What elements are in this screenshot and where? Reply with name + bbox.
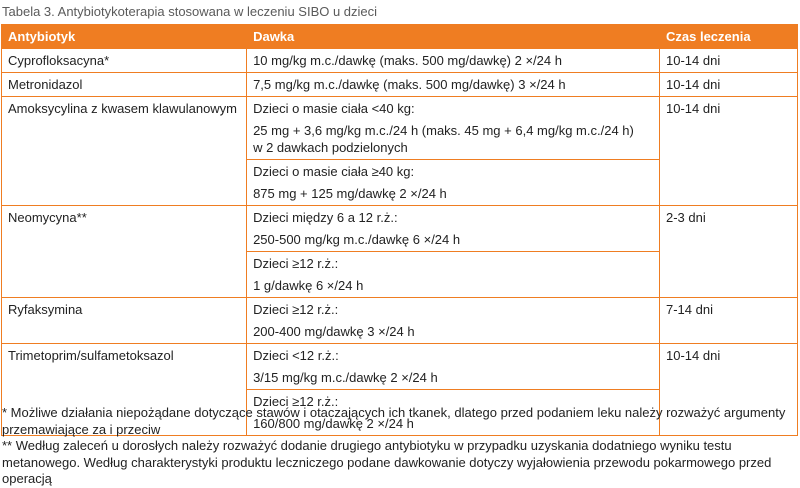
dose-cell: 7,5 mg/kg m.c./dawkę (maks. 500 mg/dawkę) 3 ×/24 h <box>247 73 660 97</box>
dose-text: 875 mg + 125 mg/dawkę 2 ×/24 h <box>253 186 447 201</box>
antibiotic-table <box>1 24 798 436</box>
dose-text: w 2 dawkach podzielonych <box>253 140 408 155</box>
footnote-2: ** Według zaleceń u dorosłych należy rozważyć dodanie drugiego antybiotyku w przypadku uzyskania dodatniego wyniku testu metanowego. Według charakterystyki produktu leczniczego podane dawkowanie dotyczy wyjałowienia przewodu pokarmowego przed operacją <box>2 438 772 486</box>
antibiotic-cell: Trimetoprim/sulfametoksazol <box>2 344 247 436</box>
table-row <box>2 97 798 160</box>
table-header-row <box>2 25 798 49</box>
table-caption: Tabela 3. Antybiotykoterapia stosowana w leczeniu SIBO u dzieci <box>2 4 378 19</box>
dose-group-label: Dzieci ≥12 r.ż.: <box>253 302 339 317</box>
dose-cell <box>247 298 660 344</box>
dose-cell <box>247 160 660 206</box>
antibiotic-cell: Ryfaksymina <box>2 298 247 344</box>
dose-group-label: Dzieci <12 r.ż.: <box>253 348 339 363</box>
dose-text: 250-500 mg/kg m.c./dawkę 6 ×/24 h <box>253 232 461 247</box>
dose-text: 25 mg + 3,6 mg/kg m.c./24 h (maks. 45 mg + 6,4 mg/kg m.c./24 h) <box>253 123 634 138</box>
duration-cell: 2-3 dni <box>660 206 798 298</box>
duration-cell: 10-14 dni <box>660 49 798 73</box>
dose-cell <box>247 206 660 252</box>
antibiotic-cell: Neomycyna** <box>2 206 247 298</box>
dose-text: 160/800 mg/dawkę 2 ×/24 h <box>253 416 414 431</box>
dose-group-label: Dzieci między 6 a 12 r.ż.: <box>253 210 398 225</box>
table-row <box>2 298 798 344</box>
duration-cell: 10-14 dni <box>660 97 798 206</box>
footnotes <box>2 405 798 488</box>
table-row <box>2 344 798 390</box>
dose-text: 1 g/dawkę 6 ×/24 h <box>253 278 364 293</box>
header-antibiotic: Antybiotyk <box>2 25 247 49</box>
dose-cell <box>247 344 660 390</box>
header-duration: Czas leczenia <box>660 25 798 49</box>
antibiotic-cell: Cyprofloksacyna* <box>2 49 247 73</box>
dose-group-label: Dzieci o masie ciała ≥40 kg: <box>253 164 415 179</box>
dose-group-label: Dzieci ≥12 r.ż.: <box>253 394 339 409</box>
dose-cell: 10 mg/kg m.c./dawkę (maks. 500 mg/dawkę) 2 ×/24 h <box>247 49 660 73</box>
table-row <box>2 49 798 73</box>
dose-text: 200-400 mg/dawkę 3 ×/24 h <box>253 324 415 339</box>
dose-text: 3/15 mg/kg m.c./dawkę 2 ×/24 h <box>253 370 438 385</box>
footnote-1: * Możliwe działania niepożądane dotyczące stawów i otaczających ich tkanek, dlatego przed podaniem leku należy rozważyć argumenty przemawiające za i przeciw <box>2 405 786 437</box>
dose-cell <box>247 97 660 160</box>
antibiotic-cell: Metronidazol <box>2 73 247 97</box>
duration-cell: 7-14 dni <box>660 298 798 344</box>
duration-cell: 10-14 dni <box>660 344 798 436</box>
table-row <box>2 206 798 252</box>
dose-cell <box>247 252 660 298</box>
header-dose: Dawka <box>247 25 660 49</box>
duration-cell: 10-14 dni <box>660 73 798 97</box>
dose-group-label: Dzieci o masie ciała <40 kg: <box>253 101 415 116</box>
dose-group-label: Dzieci ≥12 r.ż.: <box>253 256 339 271</box>
antibiotic-cell: Amoksycylina z kwasem klawulanowym <box>2 97 247 206</box>
table-row <box>2 73 798 97</box>
